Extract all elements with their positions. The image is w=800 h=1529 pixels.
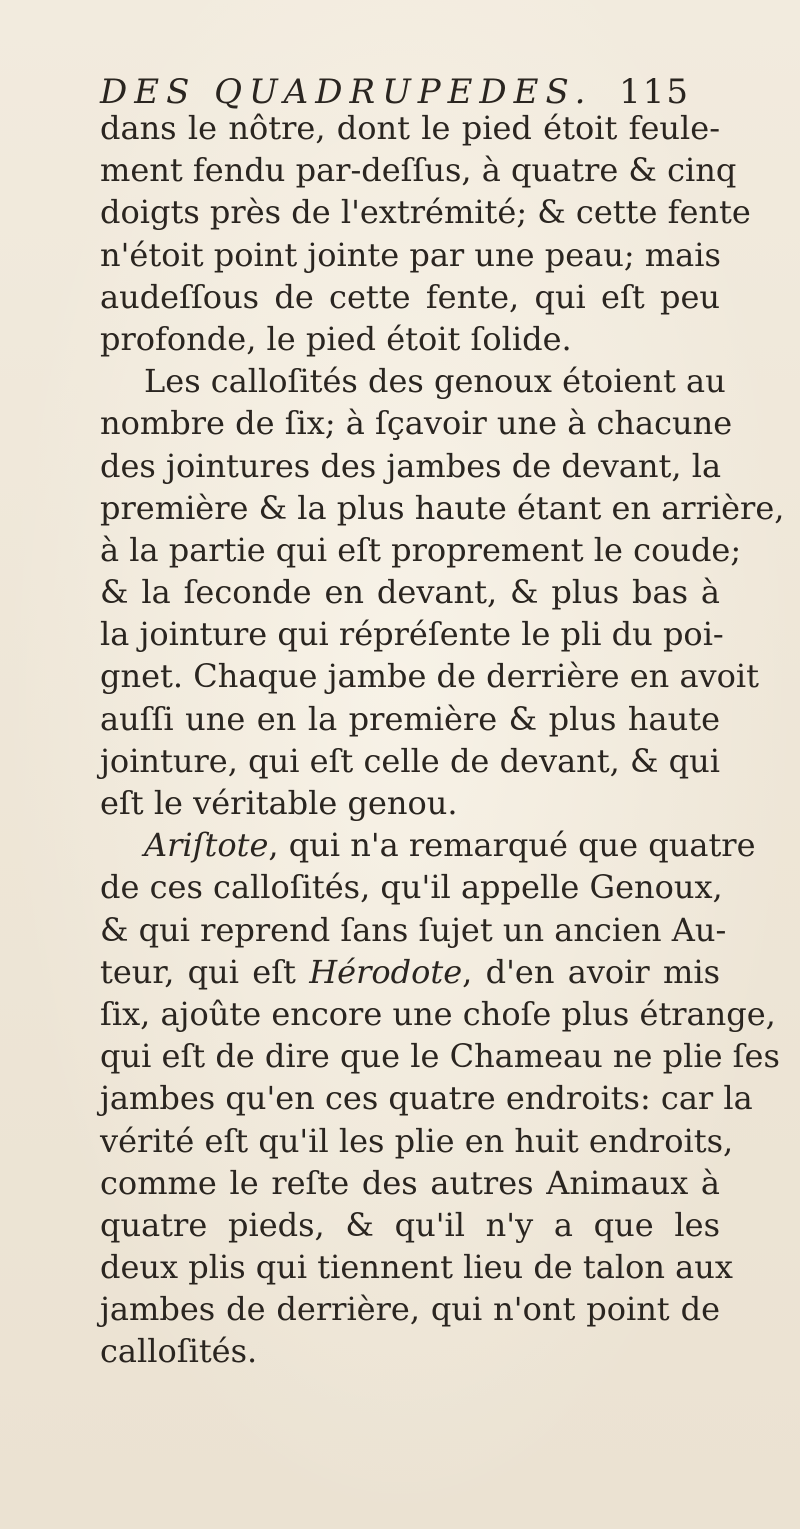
text-line: dans le nôtre, dont le pied étoit feule-: [100, 109, 720, 147]
text-line: jambes de derrière, qui n'ont point de: [100, 1290, 720, 1329]
text-line: ment fendu par-deſſus, à quatre & cinq: [100, 151, 737, 190]
text-line: à la partie qui eſt proprement le coude;: [100, 530, 742, 569]
text-line: calloſités.: [100, 1332, 258, 1371]
text-line: audeſſous de cette fente, qui eſt peu: [100, 277, 720, 316]
text-line: & qui reprend ſans ſujet un ancien Au-: [100, 910, 727, 949]
text-line: jointure, qui eſt celle de devant, & qui: [100, 741, 720, 780]
text-line: première & la plus haute étant en arrière,: [100, 488, 785, 527]
text-line: deux plis qui tiennent lieu de talon aux: [100, 1248, 733, 1287]
text-line: ſix, ajoûte encore une choſe plus étrange,: [100, 994, 776, 1033]
text-line: nombre de ſix; à ſçavoir une à chacune: [100, 404, 733, 443]
text-line: & la ſeconde en devant, & plus bas à: [100, 573, 720, 612]
text-line: la jointure qui répréſente le pli du poi-: [100, 615, 724, 654]
text-line: gnet. Chaque jambe de derrière en avoit: [100, 657, 759, 696]
running-title: DES QUADRUPEDES.: [100, 72, 593, 112]
page-number: 115: [619, 72, 690, 112]
text-line: qui eſt de dire que le Chameau ne plie ſes: [100, 1037, 780, 1076]
text-line: comme le reſte des autres Animaux à: [100, 1163, 720, 1202]
text-line: eſt le véritable genou.: [100, 784, 458, 822]
text-line: Ariſtote, qui n'a remarqué que quatre: [144, 826, 756, 865]
text-line: vérité eſt qu'il les plie en huit endroits,: [100, 1121, 734, 1160]
text-line: des jointures des jambes de devant, la: [100, 446, 722, 485]
text-line: teur, qui eſt Hérodote, d'en avoir mis: [100, 952, 721, 991]
text-line: auſſi une en la première & plus haute: [100, 699, 720, 738]
text-line: n'étoit point jointe par une peau; mais: [100, 235, 721, 274]
text-line: profonde, le pied étoit ſolide.: [100, 319, 572, 358]
body-text: [100, 107, 785, 1373]
text-line: quatre pieds, & qu'il n'y a que les: [100, 1205, 720, 1244]
text-line: Les calloſités des genoux étoient au: [144, 362, 726, 401]
text-line: jambes qu'en ces quatre endroits: car la: [100, 1079, 753, 1118]
text-line: de ces calloſités, qu'il appelle Genoux,: [100, 868, 723, 907]
text-line: doigts près de l'extrémité; & cette fente: [100, 193, 751, 232]
